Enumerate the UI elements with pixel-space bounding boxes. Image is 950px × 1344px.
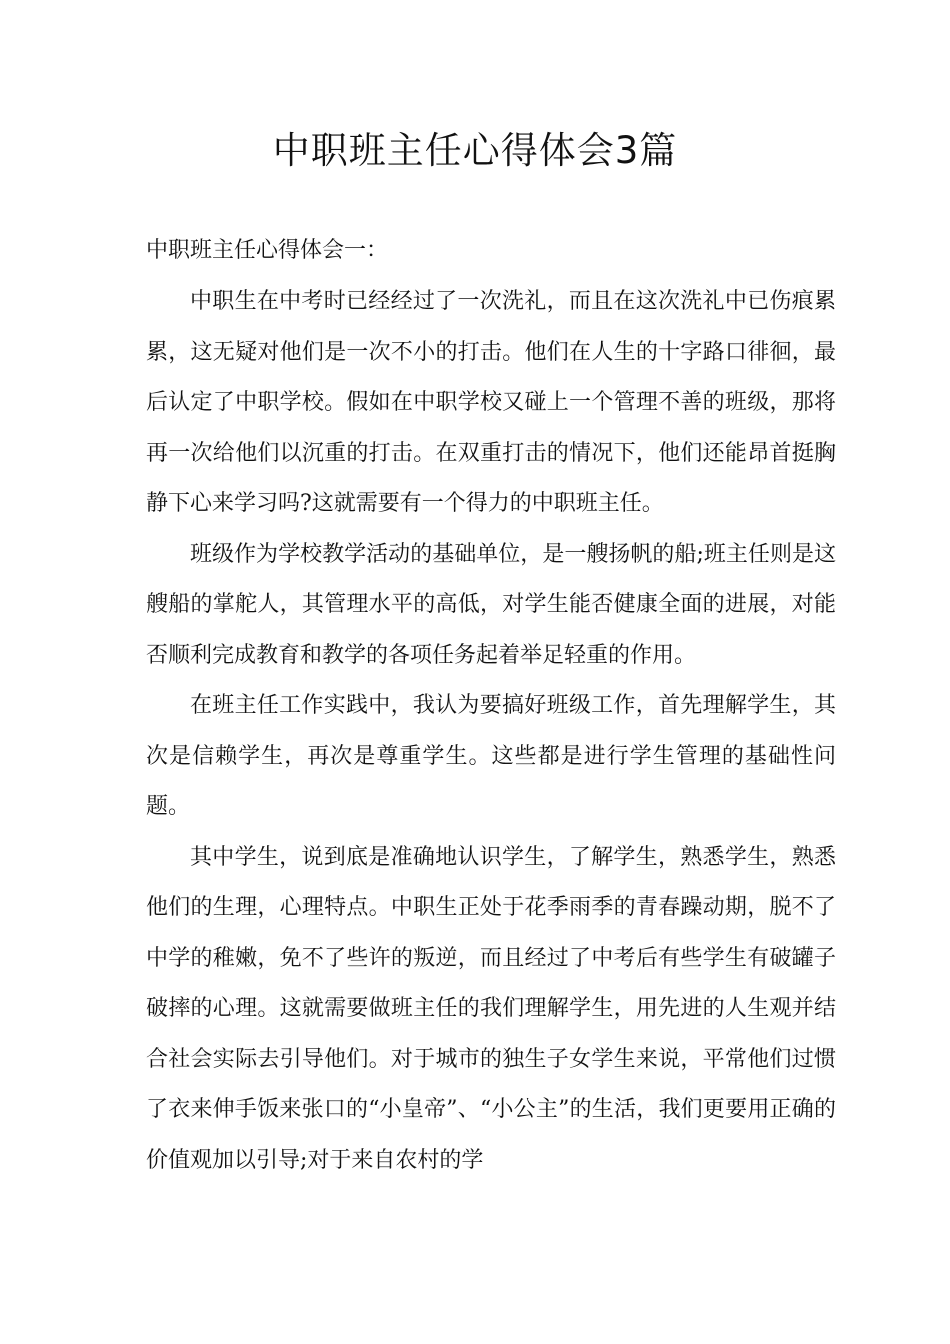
section-heading: 中职班主任心得体会一： — [146, 238, 389, 263]
document-body — [146, 277, 836, 1186]
paragraph-4: 其中学生，说到底是准确地认识学生，了解学生，熟悉学生，熟悉他们的生理，心理特点。中职生正处于花季雨季的青春躁动期，脱不了中学的稚嫩，免不了些许的叛逆，而且经过了中考后有些学生有破罐子破摔的心理。这就需要做班主任的我们理解学生，用先进的人生观并结合社会实际去引导他们。对于城市的独生子女学生来说，平常他们过惯了衣来伸手饭来张口的“小皇帝”、“小公主”的生活，我们更要用正确的价值观加以引导;对于来自农村的学 — [146, 844, 836, 1173]
paragraph-1: 中职生在中考时已经经过了一次洗礼，而且在这次洗礼中已伤痕累累，这无疑对他们是一次不小的打击。他们在人生的十字路口徘徊，最后认定了中职学校。假如在中职学校又碰上一个管理不善的班级，那将再一次给他们以沉重的打击。在双重打击的情况下，他们还能昂首挺胸静下心来学习吗?这就需要有一个得力的中职班主任。 — [146, 289, 836, 516]
paragraph-2: 班级作为学校教学活动的基础单位，是一艘扬帆的船;班主任则是这艘船的掌舵人，其管理水平的高低，对学生能否健康全面的进展，对能否顺利完成教育和教学的各项任务起着举足轻重的作用。 — [146, 541, 836, 668]
paragraph-3: 在班主任工作实践中，我认为要搞好班级工作，首先理解学生，其次是信赖学生，再次是尊重学生。这些都是进行学生管理的基础性问题。 — [146, 693, 836, 819]
document-title: 中职班主任心得体会3篇 — [272, 129, 678, 172]
